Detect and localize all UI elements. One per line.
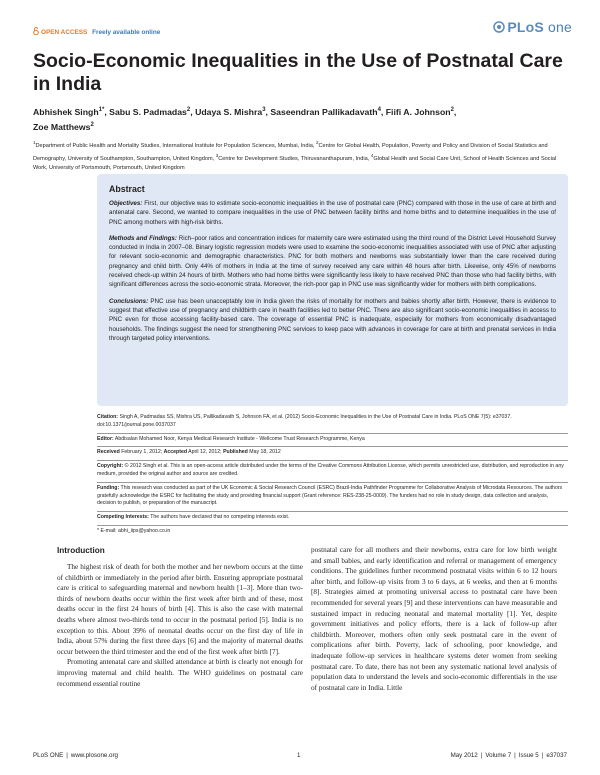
email-text: * E-mail: abhi_iips@yahoo.co.in <box>97 527 171 534</box>
affil-text: Centre for Development Studies, Thiruvananthapuram, India, <box>218 156 371 163</box>
methods-text: Rich–poor ratios and concentration indices for maternity care were estimated using the third round of the District Level Household Survey conducted in India in 2007–08. Binary logistic regression models were used to examine the socio-economic inequalities associated with use of PNC after adjusting for relevant socio-economic and demographic characteristics. PNC for both mothers and newborns was substantially lower than the care received during pregnancy and child birth. Only 44% of mothers in India at the time of survey received any care within 48 hours after birth. Likewise, only 45% of newborns received check-up within 24 hours of birth. Mothers who had home births were significantly less likely to have received PNC than those who had facility births, with significant differences across the socio-economic strata. Moreover, the rich-poor gap in PNC use was significantly wider for mothers with birth complications. <box>109 234 556 289</box>
funding-label: Funding: <box>97 484 120 491</box>
abstract-objectives <box>109 199 556 227</box>
editor-text: Abdisalan Mohamed Noor, Kenya Medical Research Institute - Wellcome Trust Research Programme, Kenya <box>113 435 365 442</box>
affil-sup: 3 <box>215 153 219 159</box>
abstract-conclusions <box>109 297 556 343</box>
author-name: Udaya S. Mishra <box>195 106 263 117</box>
affil-text: Global Health and Social Care Unit, School of Health Sciences and Social Work, University of Portsmouth, Portsmouth, United Kingdom <box>33 156 557 172</box>
abstract-methods <box>109 234 556 290</box>
affil-sup: 2 <box>315 140 319 145</box>
citation-text: Singh A, Padmadas SS, Mishra US, Pallikadavath S, Johnson FA, et al. (2012) Socio-Economic Inequalities in the Use of Postnatal Care in India. PLoS ONE 7(5): e37037. doi:10.1371/journal.pone.0037037 <box>97 414 512 428</box>
author-name: Saseendran Pallikadavath <box>270 106 378 117</box>
body-column-right <box>311 545 557 693</box>
competing-label: Competing Interests: <box>97 514 149 521</box>
open-label: OPEN <box>41 29 60 36</box>
footer-site: www.plosone.org <box>70 752 118 759</box>
dates-row <box>97 447 568 461</box>
conclusions-text: PNC use has been unacceptably low in India given the risks of mortality for mothers and babies shortly after birth. However, there is evidence to suggest that effective use of pregnancy and childbirth care in health facilities led to better PNC. There are also significant socio-economic inequalities in access to PNC even for those accessing facility-based care. The coverage of essential PNC is inadequate, especially for mothers from economically disadvantaged households. The findings suggest the need for strengthening PNC services to keep pace with advances in coverage for care at birth and prenatal services in India through targeted policy interventions. <box>109 297 556 342</box>
logo-one-text: one <box>548 19 572 35</box>
copyright-row <box>97 461 568 483</box>
accepted-text: April 12, 2012; <box>187 449 224 456</box>
body-column-left <box>57 562 303 689</box>
abstract-box <box>97 174 568 406</box>
received-label: Received <box>97 449 120 456</box>
affil-text: Department of Public Health and Mortality Studies, International Institute for Population Sciences, Mumbai, India, <box>35 142 316 149</box>
author-sup: 2 <box>90 122 94 129</box>
intro-paragraph-1: The highest risk of death for both the mother and her newborn occurs at the time of childbirth or immediately in the period after birth. Ensuring appropriate postnatal care is critical to safeguarding maternal and newborn health [1–3]. More than two-thirds of newborn deaths occur within the first week after birth and of these, most deaths occur in the first 24 hours of birth [4]. This is also the case with maternal deaths where almost two-thirds tend to occur in the postnatal period [5]. India is no exception to this. About 39% of neonatal deaths occur on the first day of life in India, about 57% during the first three days [6] and the majority of maternal deaths occur between the third trimester and the end of the first week after birth [7]. <box>57 563 303 656</box>
plos-logo-icon <box>493 21 505 33</box>
affiliations <box>33 138 568 174</box>
author-name: Sabu S. Padmadas <box>109 106 187 117</box>
copyright-text: © 2012 Singh et al. This is an open-access article distributed under the terms of the Creative Commons Attribution License, which permits unrestricted use, distribution, and reproduction in any medium, provided the original author and source are credited. <box>97 463 564 477</box>
introduction-heading: Introduction <box>57 546 105 555</box>
footer-date: May 2012 <box>450 752 478 759</box>
open-access-banner <box>33 27 160 36</box>
footer-issue: Issue 5 <box>518 752 539 759</box>
editor-row <box>97 434 568 448</box>
objectives-text: First, our objective was to estimate socio-economic inequalities in the use of postnatal care (PNC) compared with those in the use of care at birth and antenatal care. Second, we wanted to compare inequalities in the use of PNC between facility births and home births and to determine inequalities in the use of PNC among mothers with high-risk births. <box>109 200 556 226</box>
received-text: February 1, 2012; <box>119 449 164 456</box>
footer-journal: PLoS ONE <box>33 752 64 759</box>
funding-row <box>97 483 568 512</box>
freely-available-label: Freely available online <box>92 29 161 36</box>
logo-plos-text: PLoS <box>507 19 544 35</box>
editor-label: Editor: <box>97 435 114 442</box>
conclusions-label: Conclusions: <box>109 297 149 305</box>
objectives-label: Objectives: <box>109 200 143 207</box>
methods-label: Methods and Findings: <box>109 234 177 242</box>
competing-text: The authors have declared that no competing interests exist. <box>148 514 290 521</box>
author-list: Abhishek Singh$^{1*}$, Sabu S. Padmadas$^2$, Udaya S. Mishra$^3$, Saseendran Pallikadavath$^4$, Fiifi A. Johnson$^2$, Zoe Matthews$^2$ <box>33 106 457 133</box>
abstract-heading: Abstract <box>109 184 145 194</box>
intro-paragraph-2: Promoting antenatal care and skilled attendance at birth is clearly not enough for improving maternal and child health. The WHO guidelines on postnatal care recommend essential routine <box>57 658 303 688</box>
author-name: Zoe Matthews <box>33 122 91 133</box>
open-lock-icon <box>33 27 39 35</box>
footer-article: e37037 <box>546 752 567 759</box>
affil-sup: 4 <box>370 153 374 159</box>
published-label: Published <box>223 449 248 456</box>
access-label: ACCESS <box>60 29 88 36</box>
paper-title: Socio-Economic Inequalities in the Use of Postnatal Care in India <box>33 50 563 95</box>
plos-one-logo <box>493 19 572 35</box>
published-text: May 18, 2012 <box>247 449 281 456</box>
author-name: Fiifi A. Johnson <box>385 106 451 117</box>
author-sup: 2 <box>186 107 191 113</box>
email-row <box>97 526 568 539</box>
footer-volume: Volume 7 <box>485 752 512 759</box>
author-sup: 1* <box>98 107 105 113</box>
footer-left: PLoS ONE | www.plosone.org <box>33 752 118 759</box>
footer-right: May 2012 | Volume 7 | Issue 5 | e37037 <box>450 752 567 759</box>
author-sup: 3 <box>262 107 266 113</box>
competing-interests-row <box>97 512 568 526</box>
footer-page-number: 1 <box>297 752 301 759</box>
author-name: Abhishek Singh <box>33 106 99 117</box>
intro-paragraph-3: postnatal care for all mothers and their newborns, extra care for low birth weight and small babies, and early identification and referral or management of emergency conditions. The guidelines further recommend postnatal visits within 6 to 12 hours after birth, and follow-up visits from 3 to 6 days, at 6 weeks, and then at 6 months [8]. Strategies aimed at promoting universal access to postnatal care have been recommended for several years [9] and these interventions can have measurable and sustained impact in reducing neonatal and maternal mortality [1]. Yet, despite government initiatives and policy efforts, there is a lack of follow-up after childbirth. Moreover, mothers often only seek postnatal care in the event of complications after birth. Poverty, lack of schooling, poor knowledge, and inadequate follow-up services in healthcare systems deter women from seeking postnatal care. To date, there has not been any systematic national level analysis of population data to understand the levels and socio-economic differentials in the use of postnatal care in India. Little <box>311 546 557 692</box>
accepted-label: Accepted <box>163 449 187 456</box>
affil-sup: 1 <box>33 140 36 145</box>
citation-label: Citation: <box>97 414 119 420</box>
author-sup: 4 <box>377 107 381 113</box>
funding-text: This research was conducted as part of the UK Economic & Social Research Council (ESRC) Brazil-India Pathfinder Programme for Collaborative Analysis of Microdata Resources. The authors gratefully acknowledge the ESRC for facilitating the study and providing financial support (Grant reference: RES-238-25-0009). The funders had no role in study design, data collection and analysis, decision to publish, or preparation of the manuscript. <box>97 484 563 507</box>
copyright-label: Copyright: <box>97 463 124 470</box>
citation-row <box>97 412 568 434</box>
affil-text: Centre for Global Health, Population, Poverty and Policy and Division of Social Statistics and Demography, University of Southampton, Southampton, United Kingdom, <box>33 142 548 163</box>
author-sup: 2 <box>450 107 454 113</box>
article-metadata <box>97 412 568 539</box>
